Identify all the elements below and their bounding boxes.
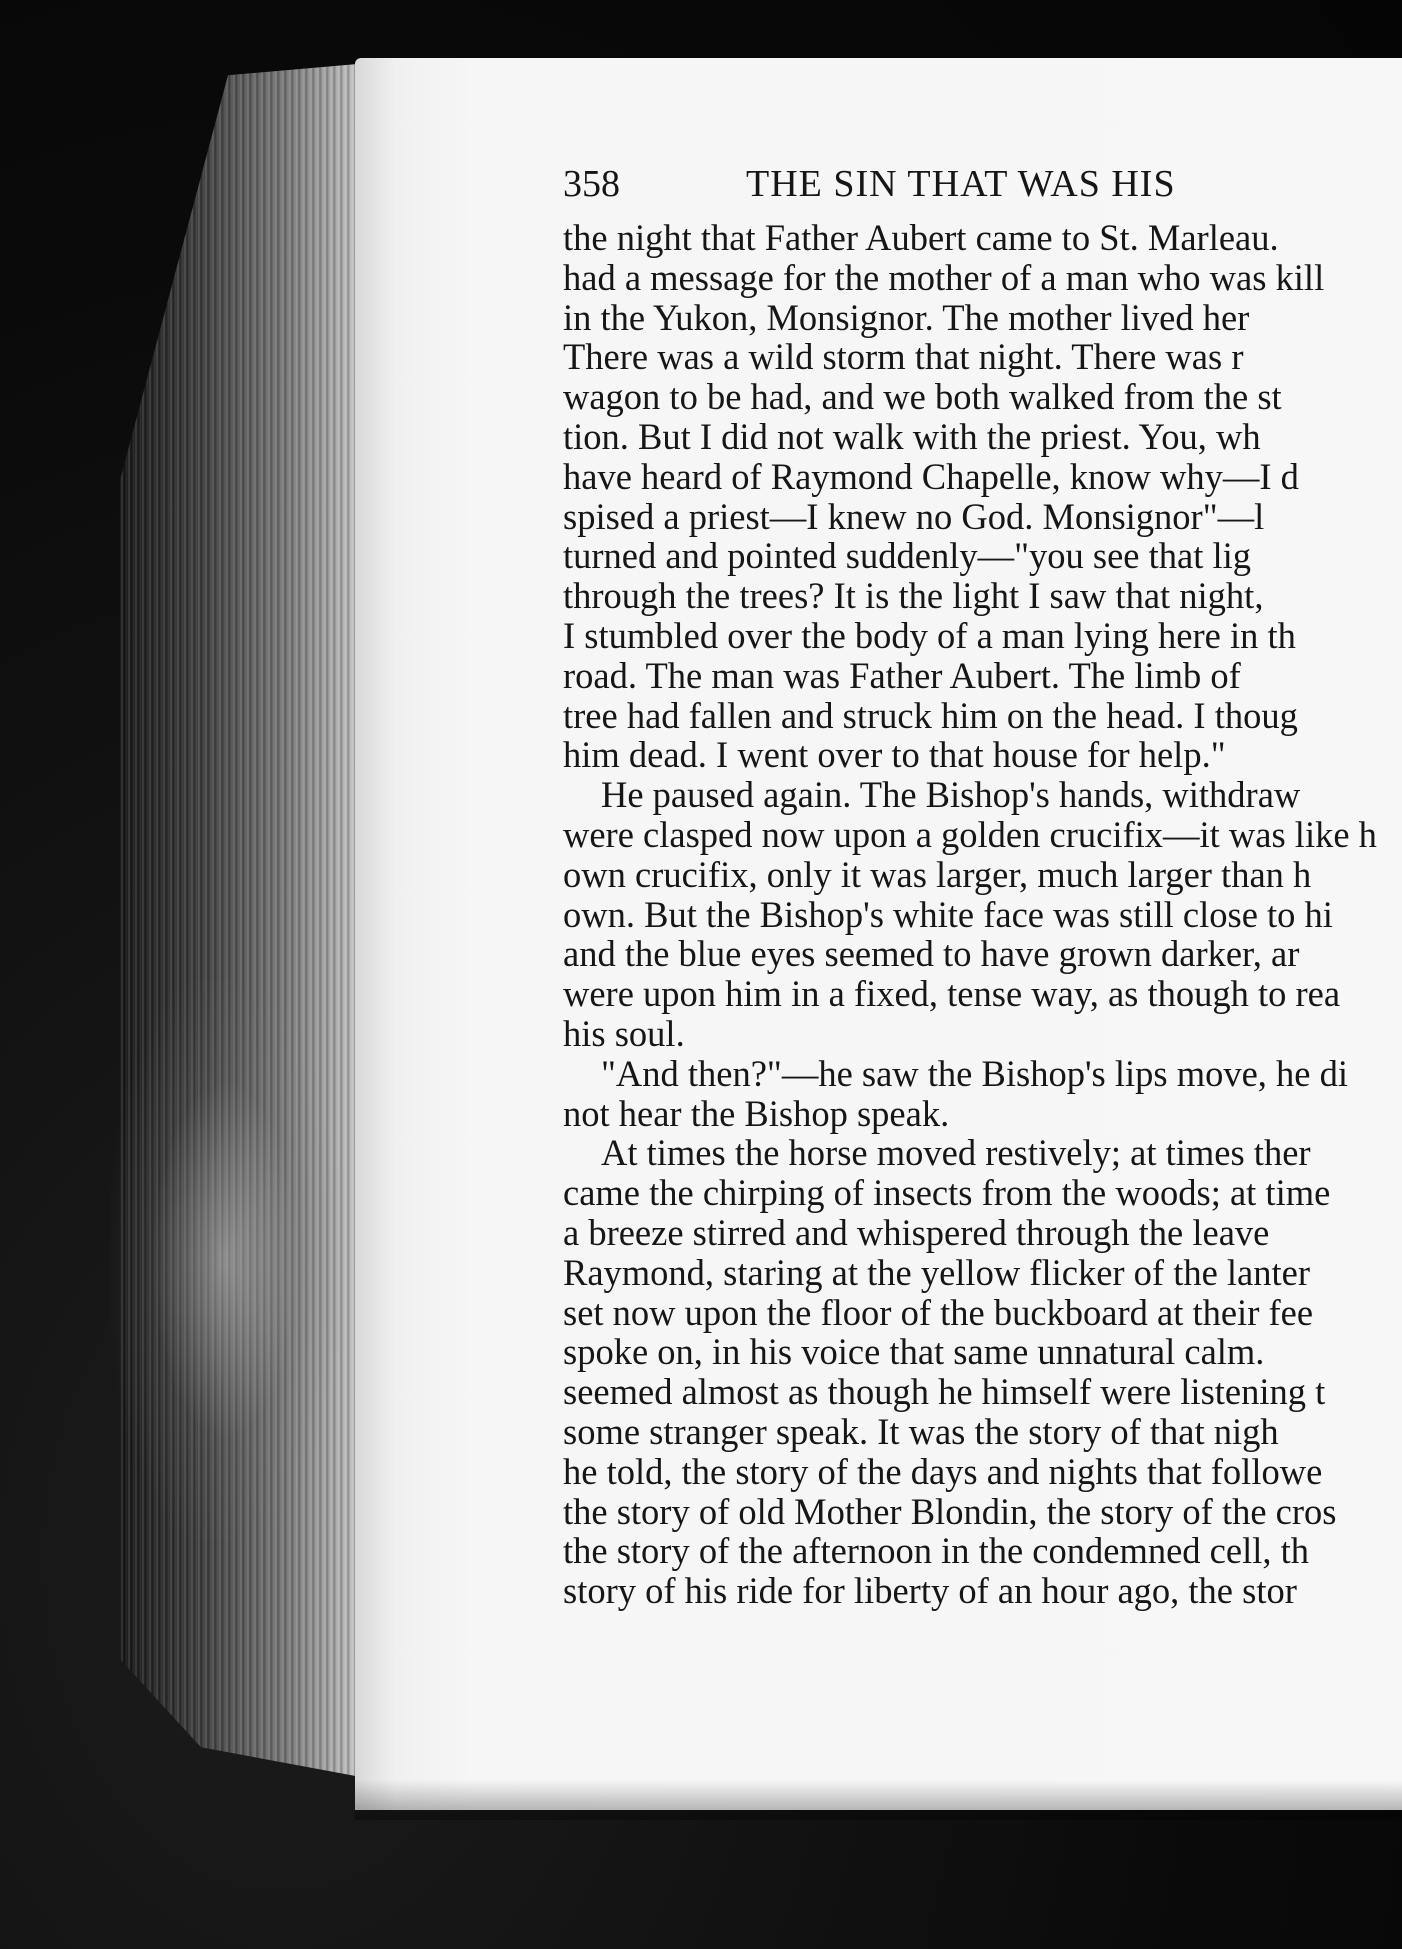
- page-text-block: [563, 150, 1402, 1611]
- text-line: wagon to be had, and we both walked from the st: [563, 376, 1282, 418]
- text-line: some stranger speak. It was the story of that nigh: [563, 1410, 1279, 1452]
- text-line: own. But the Bishop's white face was still close to hi: [563, 893, 1333, 935]
- text-line: his soul.: [563, 1012, 685, 1054]
- text-line: Raymond, staring at the yellow flicker of the lanter: [563, 1251, 1311, 1293]
- text-line: spised a priest—I knew no God. Monsignor"—l: [563, 495, 1265, 537]
- text-line: road. The man was Father Aubert. The limb of: [563, 654, 1241, 696]
- text-line: At times the horse moved restively; at times ther: [601, 1132, 1311, 1174]
- running-head: [563, 150, 1402, 218]
- text-line: I stumbled over the body of a man lying here in th: [563, 614, 1296, 656]
- text-line: had a message for the mother of a man who was kill: [563, 256, 1325, 298]
- text-line: "And then?"—he saw the Bishop's lips move, he di: [601, 1052, 1349, 1094]
- page-number: 358: [563, 163, 620, 205]
- text-line: set now upon the floor of the buckboard at their fee: [563, 1291, 1314, 1333]
- text-line: he told, the story of the days and nights that followe: [563, 1450, 1323, 1492]
- text-line: spoke on, in his voice that same unnatural calm.: [563, 1331, 1265, 1373]
- text-line: There was a wild storm that night. There was r: [563, 336, 1244, 378]
- text-line: and the blue eyes seemed to have grown darker, ar: [563, 933, 1300, 975]
- scan-glare: [110, 980, 340, 1540]
- text-line: were clasped now upon a golden crucifix—it was like h: [563, 813, 1377, 855]
- text-line: tion. But I did not walk with the priest. You, wh: [563, 415, 1261, 457]
- text-line: the night that Father Aubert came to St. Marleau.: [563, 217, 1279, 258]
- text-line: were upon him in a fixed, tense way, as though to rea: [563, 973, 1341, 1015]
- text-line: the story of the afternoon in the condemned cell, th: [563, 1530, 1309, 1572]
- text-line: seemed almost as though he himself were listening t: [563, 1371, 1326, 1413]
- text-line: came the chirping of insects from the woods; at time: [563, 1172, 1331, 1214]
- text-line: He paused again. The Bishop's hands, withdraw: [601, 774, 1301, 816]
- text-line: a breeze stirred and whispered through the leave: [563, 1211, 1270, 1253]
- text-line: him dead. I went over to that house for help.": [563, 734, 1226, 776]
- text-line: turned and pointed suddenly—"you see that lig: [563, 535, 1251, 577]
- text-line: tree had fallen and struck him on the head. I thoug: [563, 694, 1298, 736]
- text-line: through the trees? It is the light I saw that night,: [563, 575, 1264, 617]
- text-line: have heard of Raymond Chapelle, know why—I d: [563, 455, 1299, 497]
- text-line: own crucifix, only it was larger, much larger than h: [563, 853, 1312, 895]
- text-line: the story of old Mother Blondin, the story of the cros: [563, 1490, 1337, 1532]
- text-line: not hear the Bishop speak.: [563, 1092, 950, 1134]
- text-line: story of his ride for liberty of an hour ago, the stor: [563, 1570, 1297, 1612]
- running-title: THE SIN THAT WAS HIS: [746, 163, 1176, 205]
- body-text: [563, 218, 1402, 1611]
- page-bottom-shadow: [355, 1780, 1402, 1820]
- text-line: in the Yukon, Monsignor. The mother lived her: [563, 296, 1250, 338]
